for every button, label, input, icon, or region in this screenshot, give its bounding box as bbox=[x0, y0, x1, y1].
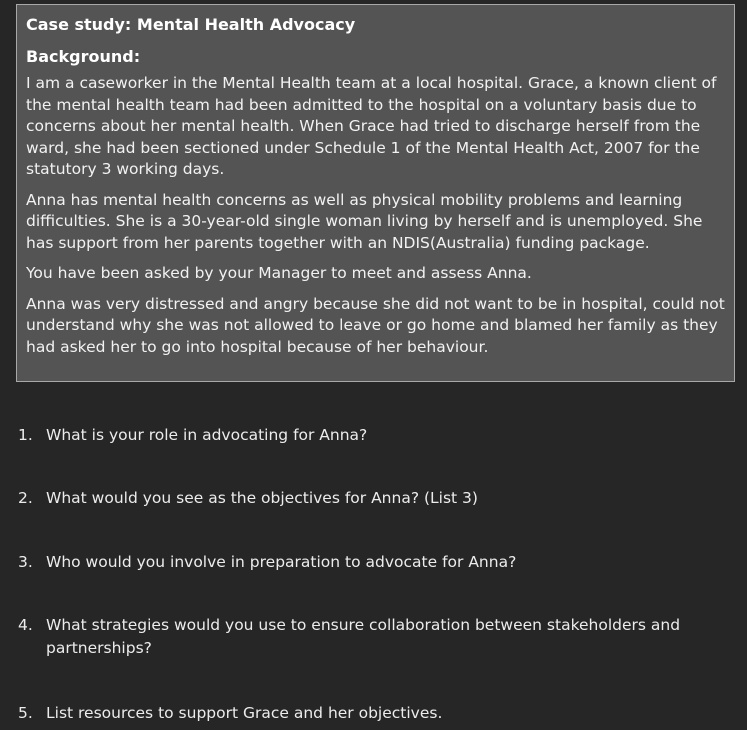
background-paragraph: I am a caseworker in the Mental Health team at a local hospital. Grace, a known client of the mental health team had been admitted to the hospital on a voluntary basis due to concerns about her mental health. When Grace had tried to discharge herself from the ward, she had been sectioned under Schedule 1 of the Mental Health Act, 2007 for the statutory 3 working days. bbox=[26, 74, 717, 178]
background-paragraph: You have been asked by your Manager to meet and assess Anna. bbox=[26, 264, 532, 282]
question-number: 2. bbox=[18, 489, 33, 507]
background-paragraph: Anna was very distressed and angry because she did not want to be in hospital, could not understand why she was not allowed to leave or go home and blamed her family as they had asked her to go into hospital because of her behaviour. bbox=[26, 294, 725, 356]
question-text: What strategies would you use to ensure collaboration between stakeholders and partnerships? bbox=[46, 616, 681, 657]
case-study-box bbox=[16, 4, 735, 382]
question-item bbox=[18, 702, 718, 725]
question-text: Who would you involve in preparation to advocate for Anna? bbox=[46, 553, 517, 571]
question-item bbox=[18, 551, 718, 574]
question-text: What would you see as the objectives for Anna? (List 3) bbox=[46, 489, 478, 507]
question-text: What is your role in advocating for Anna? bbox=[46, 426, 368, 444]
case-study-title: Case study: Mental Health Advocacy bbox=[26, 15, 356, 34]
question-number: 5. bbox=[18, 704, 33, 722]
background-paragraph: Anna has mental health concerns as well as physical mobility problems and learning difficulties. She is a 30-year-old single woman living by herself and is unemployed. She has support from her parents together with an NDIS(Australia) funding package. bbox=[26, 190, 703, 252]
question-number: 3. bbox=[18, 553, 33, 571]
question-item bbox=[18, 614, 718, 660]
question-number: 4. bbox=[18, 616, 33, 634]
question-item bbox=[18, 424, 718, 447]
question-item bbox=[18, 487, 718, 510]
question-text: List resources to support Grace and her objectives. bbox=[46, 704, 443, 722]
background-heading: Background: bbox=[26, 47, 141, 66]
question-number: 1. bbox=[18, 426, 33, 444]
